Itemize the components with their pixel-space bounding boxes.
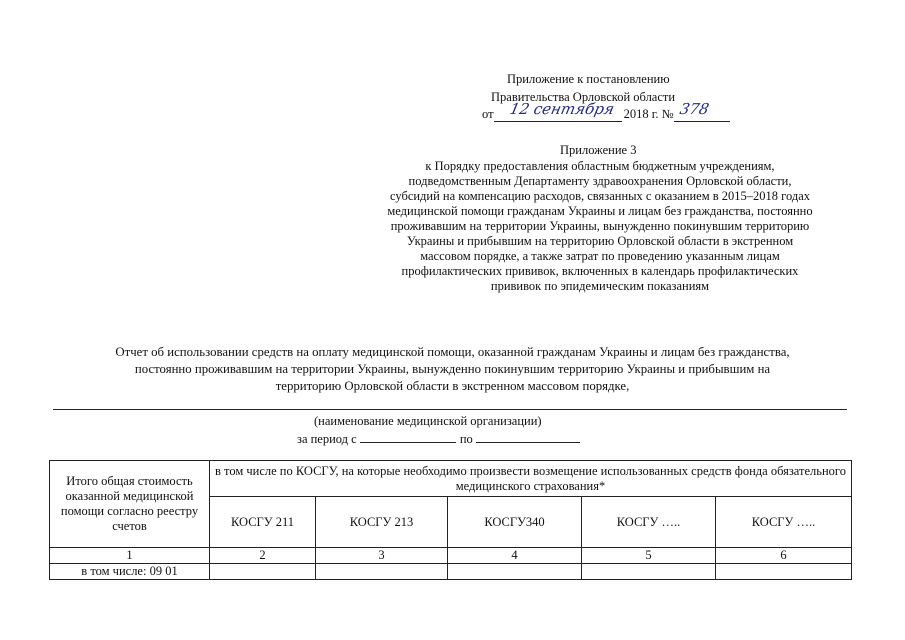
column-number: 5 (582, 548, 716, 564)
date-field (494, 100, 622, 122)
appendix-line: Украины и прибывшим на территорию Орловской области в экстренном (406, 234, 794, 248)
approval-line-2: Правительства Орловской области (491, 90, 676, 104)
column-number: 2 (210, 548, 316, 564)
appendix-line: прививок по эпидемическим показаниям (490, 279, 710, 293)
table-numbers-row (50, 548, 852, 564)
column-number: 1 (50, 548, 210, 564)
period-prefix: за период с (297, 432, 357, 446)
report-heading-line: Отчет об использовании средств на оплату медицинской помощи, оказанной гражданам Украины и лицам без гражданства, (115, 345, 790, 359)
approval-date-line (482, 100, 730, 122)
appendix-line: подведомственным Департаменту здравоохранения Орловской области, (408, 174, 792, 188)
col-total-header: Итого общая стоимость оказанной медицинской помощи согласно реестру счетов (50, 461, 210, 548)
column-number: 4 (448, 548, 582, 564)
appendix-line: профилактических прививок, включенных в календарь профилактических (401, 264, 799, 278)
table-row (50, 564, 852, 580)
appendix-line: проживавшим на территории Украины, вынужденно покинувшим территорию (390, 219, 810, 233)
appendix-title: Приложение 3 (560, 143, 637, 157)
approval-from-label: от (482, 107, 494, 121)
table-header-row (50, 461, 852, 497)
table-cell[interactable] (448, 564, 582, 580)
org-name-line (53, 409, 847, 410)
report-heading-line: постоянно проживавшим на территории Украины, вынужденно покинувшим территорию Украины и прибывшим на (134, 362, 771, 376)
number-field (674, 100, 730, 122)
period-from-field (360, 430, 456, 443)
report-heading-line: территорию Орловской области в экстренном массовом порядке, (275, 379, 630, 393)
kosgu-340-header: КОСГУ340 (448, 497, 582, 548)
appendix-line: субсидий на компенсацию расходов, связанных с оказанием в 2015–2018 годах (389, 189, 811, 203)
handwritten-number: 378 (677, 100, 711, 118)
table-cell[interactable] (716, 564, 852, 580)
period-mid: по (459, 432, 473, 446)
appendix-line: массовом порядке, а также затрат по проведению указанным лицам (420, 249, 780, 263)
kosgu-213-header: КОСГУ 213 (316, 497, 448, 548)
table-cell[interactable] (316, 564, 448, 580)
column-number: 3 (316, 548, 448, 564)
appendix-line: к Порядку предоставления областным бюджетным учреждениям, (425, 159, 775, 173)
kosgu-other-header: КОСГУ ….. (716, 497, 852, 548)
kosgu-other-header: КОСГУ ….. (582, 497, 716, 548)
row-label: в том числе: 09 01 (50, 564, 210, 580)
period-to-field (476, 430, 580, 443)
period-line (297, 430, 580, 447)
approval-year-label: 2018 г. № (623, 107, 674, 121)
report-heading (20, 344, 885, 395)
appendix-line: медицинской помощи гражданам Украины и лицам без гражданства, постоянно (387, 204, 813, 218)
column-number: 6 (716, 548, 852, 564)
kosgu-group-header: в том числе по КОСГУ, на которые необходимо произвести возмещение использованных средств фонда обязательного медицинского страхования* (210, 461, 852, 497)
report-table (49, 460, 852, 580)
table-cell[interactable] (582, 564, 716, 580)
org-caption: (наименование медицинской организации) (314, 414, 542, 428)
appendix-text (300, 159, 900, 294)
approval-line-1: Приложение к постановлению (507, 72, 670, 86)
kosgu-211-header: КОСГУ 211 (210, 497, 316, 548)
handwritten-date: 12 сентября (507, 100, 616, 118)
table-cell[interactable] (210, 564, 316, 580)
